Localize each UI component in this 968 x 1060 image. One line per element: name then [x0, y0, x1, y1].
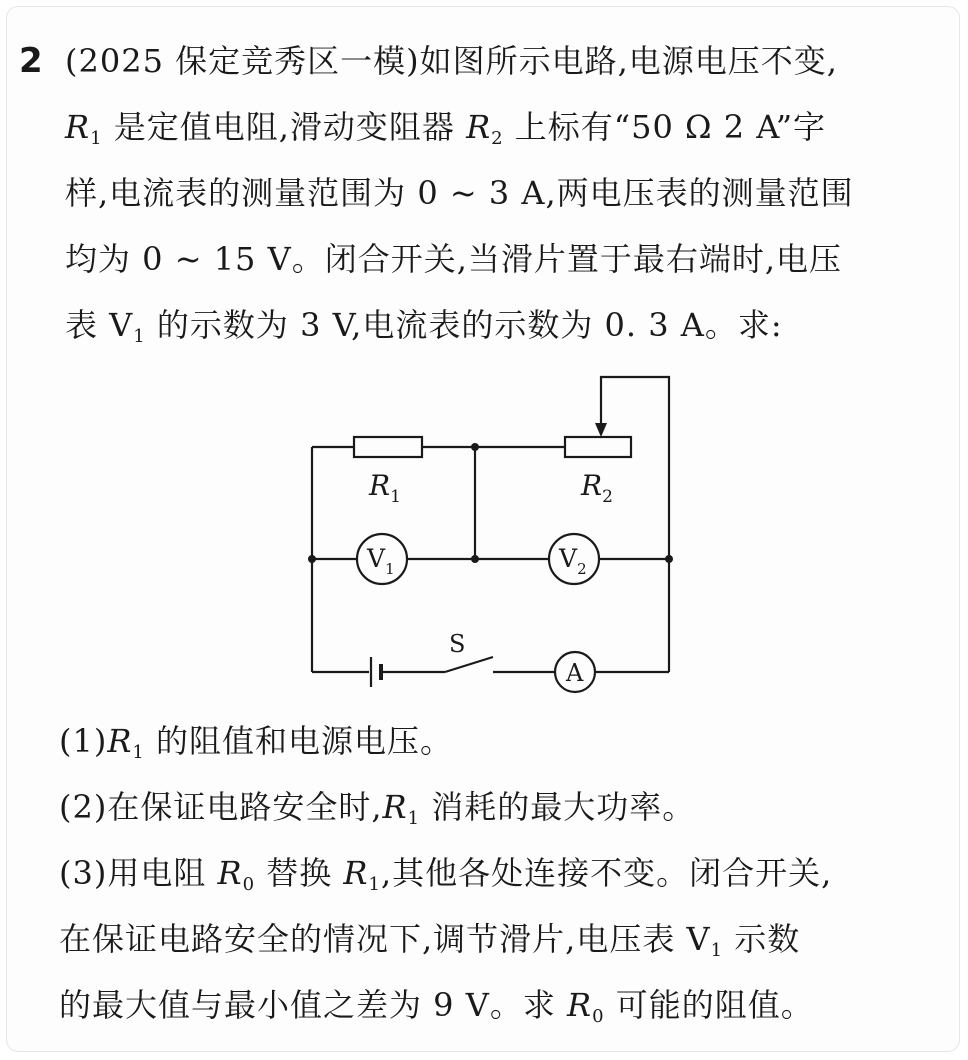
text-segment: 上标有“50 Ω 2 A”字 — [503, 108, 827, 146]
v2-label: $V_2$ — [559, 544, 587, 578]
junction-dot — [471, 555, 479, 563]
circuit-diagram — [297, 367, 687, 697]
subscript: 2 — [491, 128, 504, 149]
text-segment: 的最大值与最小值之差为 9 V。求 — [59, 986, 567, 1024]
text-segment: 替换 — [255, 854, 344, 892]
question-line — [65, 239, 842, 279]
junction-dot — [308, 555, 316, 563]
text-segment: R — [382, 788, 408, 826]
sub-question-3 — [59, 853, 832, 905]
sub-question-3-cont — [59, 919, 800, 971]
subscript: 1 — [133, 326, 146, 347]
text-segment: 在保证电路安全的情况下,调节滑片,电压表 V — [59, 920, 711, 958]
text-segment: R — [217, 854, 243, 892]
text-segment: 表 V — [65, 306, 134, 344]
r2-label: $R_2$ — [581, 469, 613, 507]
text-segment: 样,电流表的测量范围为 0 ~ 3 A,两电压表的测量范围 — [65, 174, 854, 212]
text-segment: (1) — [59, 722, 108, 760]
sub-question-3-cont — [59, 985, 814, 1037]
subscript: 1 — [132, 742, 145, 763]
subscript: 0 — [242, 874, 256, 895]
text-segment: 的阻值和电源电压。 — [144, 722, 454, 760]
text-segment: R — [567, 986, 593, 1024]
subscript: 1 — [710, 940, 724, 961]
text-segment: 的示数为 3 V,电流表的示数为 0. 3 A。求: — [145, 306, 783, 344]
text-segment: 是定值电阻,滑动变阻器 — [102, 108, 467, 146]
question-line — [65, 107, 826, 159]
switch-blade — [445, 657, 493, 672]
v1-label: $V_1$ — [367, 544, 395, 578]
subscript: 0 — [592, 1006, 605, 1027]
ammeter-label: A — [566, 659, 584, 687]
subscript: 1 — [407, 808, 421, 829]
sub-question-2 — [59, 787, 695, 839]
text-segment: 消耗的最大功率。 — [420, 788, 696, 826]
switch-label: S — [449, 630, 466, 658]
text-segment: R — [65, 108, 91, 146]
rheostat-r2 — [565, 437, 631, 457]
text-segment: (2)在保证电路安全时, — [59, 788, 383, 826]
slider-wire — [601, 377, 669, 559]
text-segment: R — [343, 854, 369, 892]
question-number: 2 — [19, 41, 43, 81]
text-segment: 示数 — [723, 920, 801, 958]
text-segment: R — [466, 108, 492, 146]
r1-label: $R_1$ — [369, 469, 401, 507]
text-segment: (3)用电阻 — [59, 854, 218, 892]
subscript: 1 — [368, 874, 381, 895]
text-segment: 可能的阻值。 — [604, 986, 814, 1024]
question-line — [65, 41, 838, 81]
text-segment: R — [107, 722, 133, 760]
question-card — [6, 6, 960, 1052]
text-segment: (2025 保定竞秀区一模)如图所示电路,电源电压不变, — [65, 42, 838, 80]
question-line — [65, 173, 854, 213]
slider-arrow-icon — [595, 423, 607, 437]
text-segment: ,其他各处连接不变。闭合开关, — [380, 854, 833, 892]
resistor-r1 — [354, 437, 422, 457]
junction-dot — [665, 555, 673, 563]
junction-dot — [471, 443, 479, 451]
question-line — [65, 305, 783, 357]
sub-question-1 — [59, 721, 453, 773]
subscript: 1 — [90, 128, 103, 149]
text-segment: 均为 0 ~ 15 V。闭合开关,当滑片置于最右端时,电压 — [65, 240, 843, 278]
